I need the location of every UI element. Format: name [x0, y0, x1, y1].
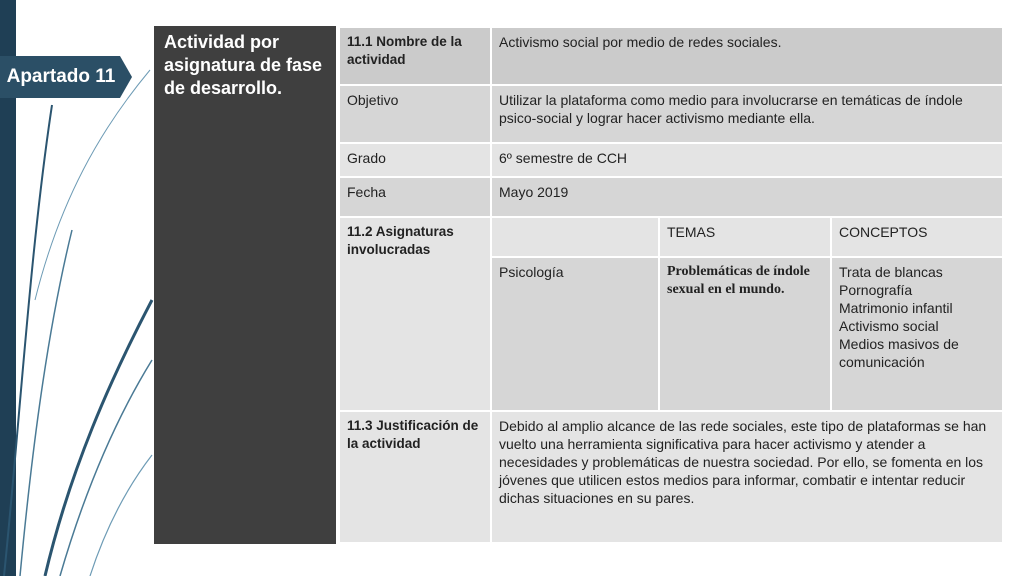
curve-line: [35, 70, 150, 300]
empty-cell: [492, 218, 658, 256]
conceptos-cell: [832, 258, 1002, 410]
table-row: [340, 412, 1002, 542]
objetivo-label: Objetivo: [340, 86, 490, 142]
curve-line: [20, 230, 72, 576]
curve-line: [90, 455, 152, 576]
subject-cell: Psicología: [492, 258, 658, 410]
table-row: [340, 28, 1002, 84]
section-badge: Apartado 11: [6, 66, 116, 87]
concept-item: Medios masivos de comunicación: [839, 336, 959, 370]
table-row: [340, 86, 1002, 142]
concept-item: Activismo social: [839, 318, 939, 334]
concept-item: Pornografía: [839, 282, 913, 298]
asignaturas-label: 11.2 Asignaturas involucradas: [340, 218, 490, 410]
sidebar-title: Actividad por asignatura de fase de desarrollo.: [164, 32, 323, 98]
nombre-label: 11.1 Nombre de la actividad: [340, 28, 490, 84]
nombre-value: Activismo social por medio de redes sociales.: [492, 28, 1002, 84]
conceptos-header: CONCEPTOS: [832, 218, 1002, 256]
concept-item: Trata de blancas: [839, 264, 943, 280]
grado-label: Grado: [340, 144, 490, 176]
sidebar-panel: [154, 26, 336, 544]
objetivo-value: Utilizar la plataforma como medio para involucrarse en temáticas de índole psico-social y lograr hacer activismo mediante ella.: [492, 86, 1002, 142]
justificacion-label: 11.3 Justificación de la actividad: [340, 412, 490, 542]
activity-table: [338, 26, 1004, 544]
grado-value: 6º semestre de CCH: [492, 144, 1002, 176]
fecha-label: Fecha: [340, 178, 490, 216]
activity-card: [154, 26, 994, 544]
temas-cell: Problemáticas de índole sexual en el mundo.: [660, 258, 830, 410]
table-row: [340, 218, 1002, 256]
temas-header: TEMAS: [660, 218, 830, 256]
curve-line: [45, 300, 152, 576]
fecha-value: Mayo 2019: [492, 178, 1002, 216]
justificacion-value: Debido al amplio alcance de las rede sociales, este tipo de plataformas se han vuelto una herramienta significativa para hacer activismo y atender a necesidades y problemáticas de nuestra sociedad. Por ello, se fomenta en los jóvenes que utilicen estos medios para informar, combatir e intentar reducir dichas situaciones en su pares.: [492, 412, 1002, 542]
table-row: [340, 178, 1002, 216]
table-row: [340, 144, 1002, 176]
concept-item: Matrimonio infantil: [839, 300, 953, 316]
